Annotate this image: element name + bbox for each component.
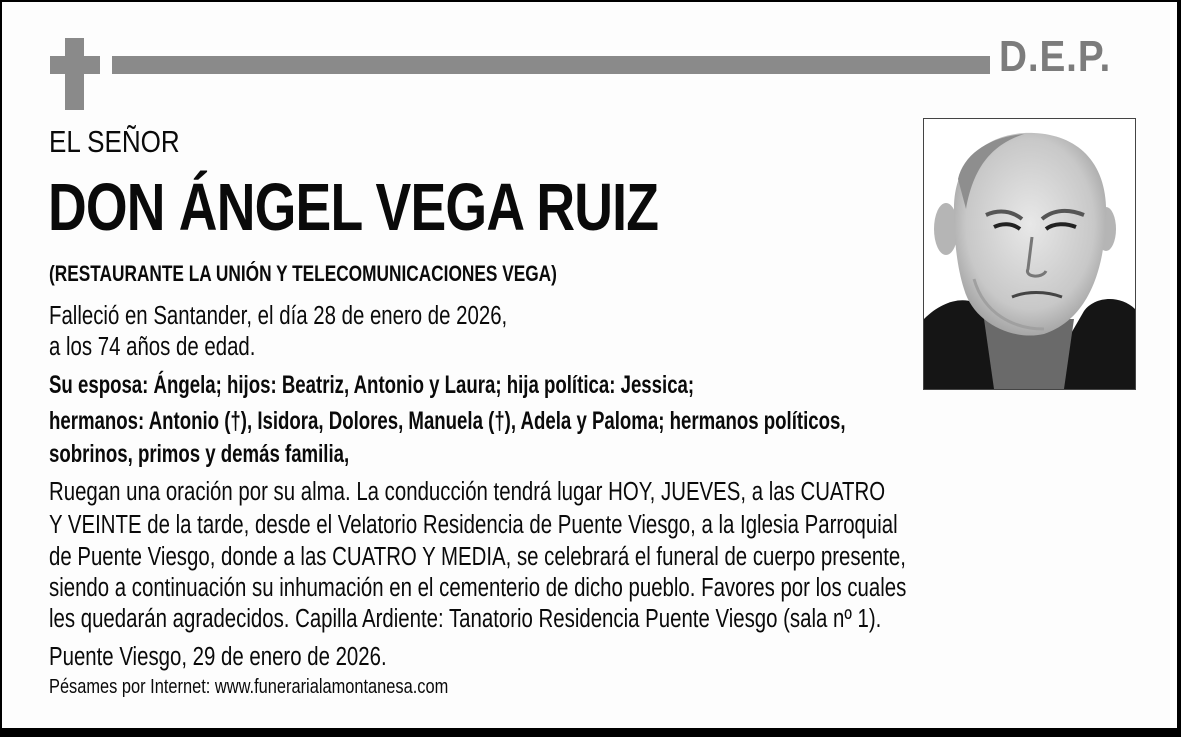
cross-icon xyxy=(65,38,84,110)
cross-icon-arm xyxy=(50,56,100,74)
service-line-5: les quedarán agradecidos. Capilla Ardiente: Tanatorio Residencia Puente Viesgo (sala nº 1). xyxy=(49,605,882,633)
dep-label: D.E.P. xyxy=(999,32,1112,81)
honorific: EL SEÑOR xyxy=(49,124,180,159)
portrait-image xyxy=(924,119,1135,389)
service-line-2: Y VEINTE de la tarde, desde el Velatorio Residencia de Puente Viesgo, a la Iglesia Parroquial xyxy=(49,511,898,539)
service-line-1: Ruegan una oración por su alma. La conducción tendrá lugar HOY, JUEVES, a las CUATRO xyxy=(49,478,886,506)
obituary-card xyxy=(2,2,1177,728)
service-line-3: de Puente Viesgo, donde a las CUATRO Y MEDIA, se celebrará el funeral de cuerpo presente, xyxy=(49,543,906,571)
header-rule xyxy=(112,56,990,74)
condolences-link: Pésames por Internet: www.funerarialamontanesa.com xyxy=(49,676,449,698)
family-line-1: Su esposa: Ángela; hijos: Beatriz, Antonio y Laura; hija política: Jessica; xyxy=(49,371,695,399)
death-line-2: a los 74 años de edad. xyxy=(49,333,256,361)
family-line-2: hermanos: Antonio (†), Isidora, Dolores, Manuela (†), Adela y Paloma; hermanos políticos, xyxy=(49,407,846,435)
service-line-4: siendo a continuación su inhumación en el cementerio de dicho pueblo. Favores por los cuales xyxy=(49,574,907,602)
portrait-photo xyxy=(923,118,1136,390)
death-line-1: Falleció en Santander, el día 28 de enero de 2026, xyxy=(49,302,508,330)
affiliation: (RESTAURANTE LA UNIÓN Y TELECOMUNICACIONES VEGA) xyxy=(49,261,557,286)
deceased-name: DON ÁNGEL VEGA RUIZ xyxy=(48,170,659,245)
place-date: Puente Viesgo, 29 de enero de 2026. xyxy=(49,643,387,671)
family-line-3: sobrinos, primos y demás familia, xyxy=(49,440,350,468)
